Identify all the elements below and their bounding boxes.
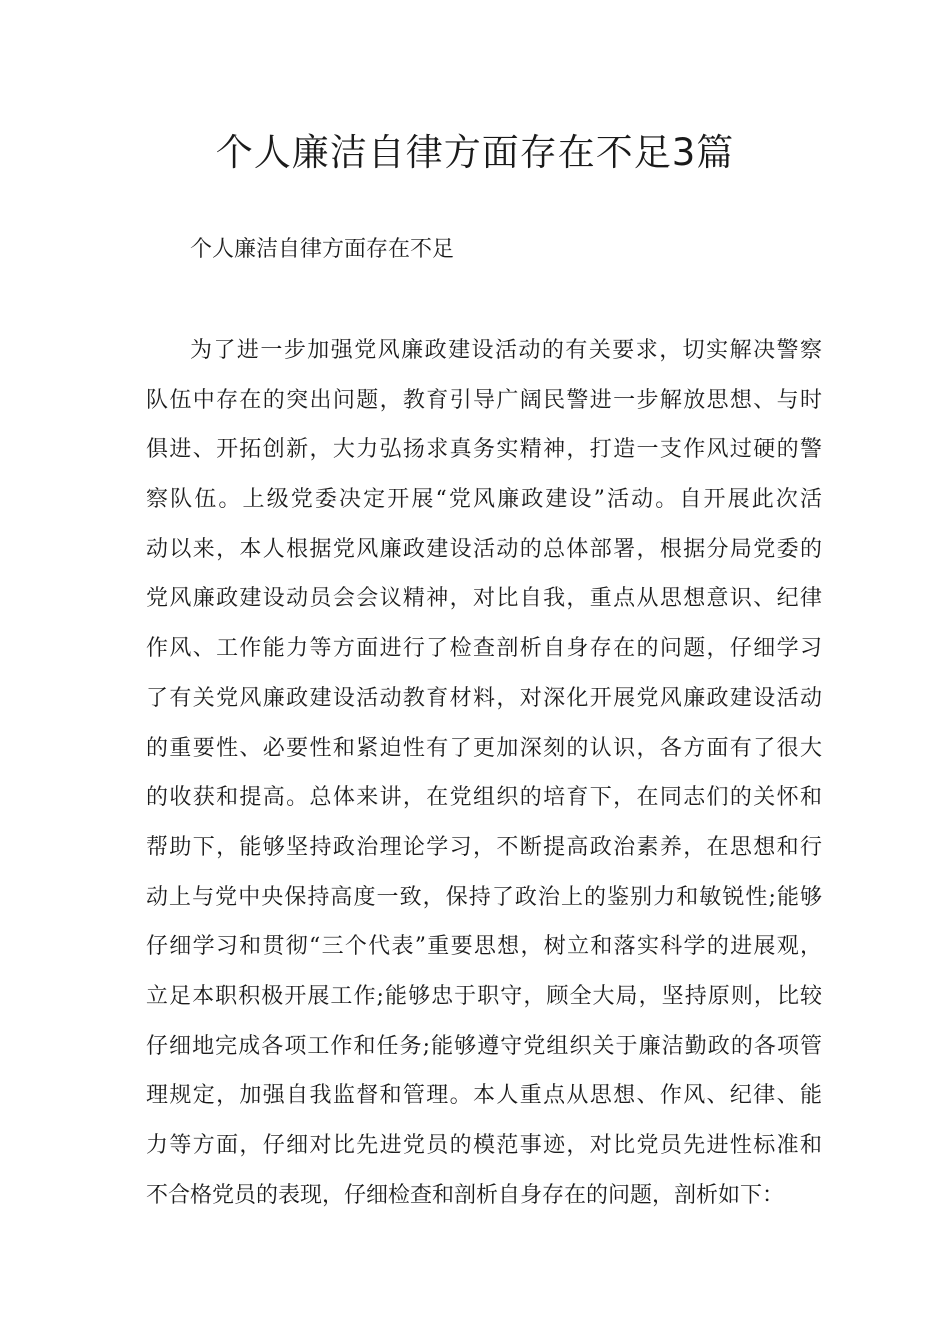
paragraph-line: 的重要性、必要性和紧迫性有了更加深刻的认识，各方面有了很大: [146, 735, 822, 761]
document-subtitle: 个人廉洁自律方面存在不足: [190, 237, 455, 262]
paragraph-line: 的收获和提高。总体来讲，在党组织的培育下，在同志们的关怀和: [146, 785, 822, 811]
paragraph-line: 动以来，本人根据党风廉政建设活动的总体部署，根据分局党委的: [146, 536, 822, 562]
paragraph-line: 队伍中存在的突出问题，教育引导广阔民警进一步解放思想、与时: [146, 387, 822, 413]
paragraph-line: 察队伍。上级党委决定开展“党风廉政建设”活动。自开展此次活: [146, 487, 822, 513]
paragraph-line: 仔细地完成各项工作和任务;能够遵守党组织关于廉洁勤政的各项管: [146, 1033, 822, 1059]
document-title: 个人廉洁自律方面存在不足3篇: [215, 131, 735, 174]
paragraph-line: 党风廉政建设动员会会议精神，对比自我，重点从思想意识、纪律: [146, 586, 822, 612]
body-paragraph: [146, 333, 822, 1227]
paragraph-line: 帮助下，能够坚持政治理论学习，不断提高政治素养，在思想和行: [146, 834, 822, 860]
paragraph-line: 立足本职积极开展工作;能够忠于职守，顾全大局，坚持原则，比较: [146, 983, 822, 1009]
paragraph-line: 力等方面，仔细对比先进党员的模范事迹，对比党员先进性标准和: [146, 1133, 822, 1158]
paragraph-line: 仔细学习和贯彻“三个代表”重要思想，树立和落实科学的进展观，: [146, 934, 822, 960]
paragraph-line: 俱进、开拓创新，大力弘扬求真务实精神，打造一支作风过硬的警: [146, 437, 822, 463]
paragraph-line: 理规定，加强自我监督和管理。本人重点从思想、作风、纪律、能: [146, 1083, 822, 1109]
paragraph-line: 动上与党中央保持高度一致，保持了政治上的鉴别力和敏锐性;能够: [146, 884, 822, 910]
paragraph-line: 为了进一步加强党风廉政建设活动的有关要求，切实解决警察: [190, 338, 822, 363]
paragraph-line: 了有关党风廉政建设活动教育材料，对深化开展党风廉政建设活动: [146, 685, 822, 711]
paragraph-line: 不合格党员的表现，仔细检查和剖析自身存在的问题，剖析如下：: [146, 1182, 785, 1208]
paragraph-line: 作风、工作能力等方面进行了检查剖析自身存在的问题，仔细学习: [146, 636, 822, 662]
